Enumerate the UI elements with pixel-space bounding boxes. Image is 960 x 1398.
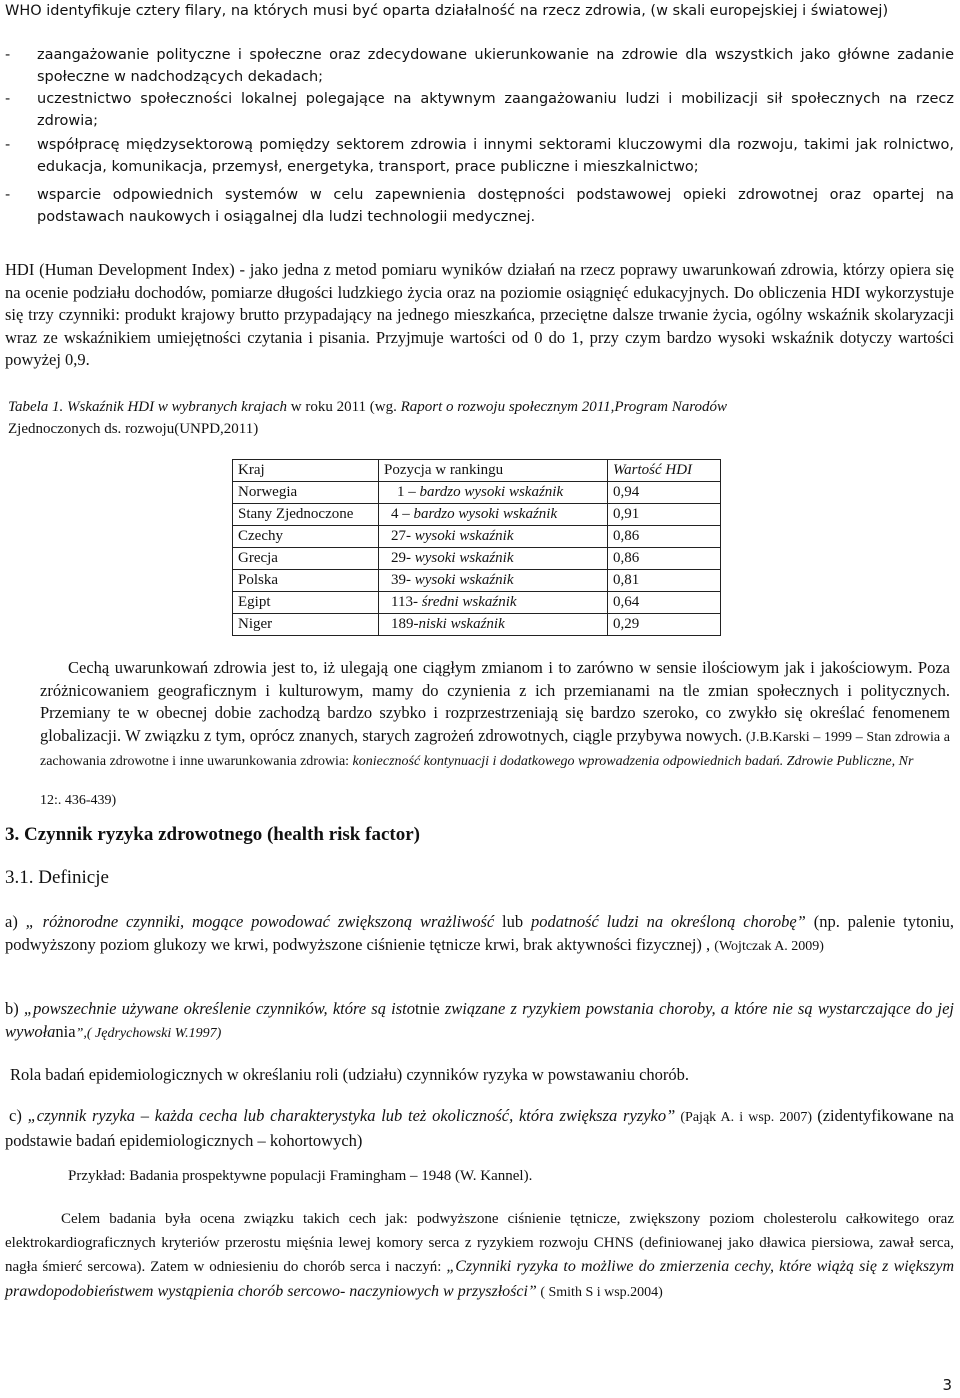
hdi-table (232, 459, 721, 636)
table-row: Grecja 29- wysoki wskaźnik 0,86 (233, 548, 721, 570)
hdi-paragraph: HDI (Human Development Index) - jako jedna z metod pomiaru wyników działań na rzecz poprawy uwarunkowań zdrowia, którzy opiera się na ocenie podziału dochodów, pomiarze długości ludzkiego życia oraz na poziomie osiągnięć edukacyjnych. Do obliczenia HDI wykorzystuje się trzy czynniki: produkt krajowy brutto przypadający na jednego mieszkańca, przeciętne dalsze trwanie życia, ogólny wskaźnik skolaryzacji wraz ze wskaźnikiem umiejętności czytania i pisania. Przyjmuje wartości od 0 do 1, przy czym bardzo wysoki wskaźnik dotyczy wartości powyżej 0,9. (5, 260, 954, 369)
celem-paragraph: Celem badania była ocena związku takich cech jak: podwyższone ciśnienie tętnicze, zwiększony poziom cholesterolu całkowitego oraz elektrokardiograficznych kryteriów przerostu mięśnia lewej komory serca z ryzykiem rozwoju CHNS (definiowanej jako dławica piersiowa, zawał serca, nagła śmierć sercowa). Zatem w odniesieniu do chorób serca i naczyń: „Czynniki ryzyka to możliwe do zmierzenia cechy, które wiążą się z większym prawdopodobieństwem wystąpienia chorób sercowo- naczyniowych w przyszłości” ( Smith S i wsp.2004) (5, 1211, 954, 1300)
who-bullet-4: - wsparcie odpowiednich systemów w celu zapewnienia dostępności podstawowej opieki zdrowotnej oraz opartej na podstawach naukowych i osiągalnej dla ludzi technologii medycznej. (5, 187, 954, 225)
header-hdi: Wartość HDI (608, 460, 721, 482)
header-country: Kraj (233, 460, 379, 482)
who-bullet-2: - uczestnictwo społeczności lokalnej polegające na aktywnym zaangażowaniu ludzi i mobilizacji sił społecznych na rzecz zdrowia; (5, 91, 954, 129)
definition-a: a) „ różnorodne czynniki, mogące powodować zwiększoną wrażliwość lub podatność ludzi na określoną chorobę” (np. palenie tytoniu, podwyższony poziom glukozy we krwi, podwyższone ciśnienie tętnicze krwi, brak aktywności fizycznej) , (Wojtczak A. 2009) (5, 912, 955, 954)
example-line: Przykład: Badania prospektywne populacji Framingham – 1948 (W. Kannel). (68, 1168, 533, 1184)
who-bullet-3: - współpracę międzysektorową pomiędzy sektorem zdrowia i innymi sektorami kluczowymi dla rozwoju, takimi jak rolnictwo, edukacja, komunikacja, przemysł, energetyka, transport, prace publiczne i mieszkalnictwo; (5, 137, 954, 175)
who-bullet-1: - zaangażowanie polityczne i społeczne oraz zdecydowane ukierunkowanie na zdrowie dla wszystkich jako główne zadanie społeczne w nadchodzących dekadach; (5, 47, 954, 85)
cecha-paragraph: Cechą uwarunkowań zdrowia jest to, iż ulegają one ciągłym zmianom i to zarówno w sensie ilościowym jak i jakościowym. Poza zróżnicowaniem geograficznym i kulturowym, mamy do czynienia z ich przemianami na tle zmian społecznych i politycznych. Przemiany te w obecnej dobie zachodzą bardzo szybko i rozprzestrzeniają się bardzo szeroko, co zwykło się określać fenomenem globalizacji. W związku z tym, oprócz znanych, starych zagrożeń zdrowotnych, ciągle przybywa nowych. (J.B.Karski – 1999 – Stan zdrowia a zachowania zdrowotne i inne uwarunkowania zdrowia: konieczność kontynuacji i dodatkowego wprowadzenia odpowiednich badań. Zdrowie Publiczne, Nr (40, 658, 951, 769)
cecha-ref-tail: 12:. 436-439) (40, 793, 117, 808)
table-row: Niger 189-niski wskaźnik 0,29 (233, 614, 721, 636)
table-header-row (233, 460, 721, 482)
section-subheading: 3.1. Definicje (5, 867, 109, 888)
definition-c: c) „czynnik ryzyka – każda cecha lub charakterystyka lub też okoliczność, która zwiększa ryzyko” (Pająk A. i wsp. 2007) (zidentyfikowane na podstawie badań epidemiologicznych – kohortowych) (5, 1106, 954, 1150)
table-caption: Tabela 1. Wskaźnik HDI w wybranych krajach w roku 2011 (wg. Raport o rozwoju społecznym 2011,Program Narodów Zjednoczonych ds. rozwoju(UNPD,2011) (8, 399, 728, 437)
section-heading: 3. Czynnik ryzyka zdrowotnego (health risk factor) (5, 824, 420, 845)
table-row: Norwegia 1 – bardzo wysoki wskaźnik 0,94 (233, 482, 721, 504)
rola-line: Rola badań epidemiologicznych w określaniu roli (udziału) czynników ryzyka w powstawaniu chorób. (10, 1065, 690, 1084)
header-ranking: Pozycja w rankingu (379, 460, 608, 482)
table-row: Egipt 113- średni wskaźnik 0,64 (233, 592, 721, 614)
definition-b: b) „powszechnie używane określenie czynników, które są istotnie związane z ryzykiem powstania choroby, a które nie są wystarczające do jej wywołania”,( Jędrychowski W.1997) (5, 999, 955, 1041)
table-row: Polska 39- wysoki wskaźnik 0,81 (233, 570, 721, 592)
who-intro: WHO identyfikuje cztery filary, na których musi być oparta działalność na rzecz zdrowia, (w skali europejskiej i światowej) (5, 3, 889, 19)
table-row: Czechy 27- wysoki wskaźnik 0,86 (233, 526, 721, 548)
page-number: 3 (942, 1376, 952, 1394)
table-row: Stany Zjednoczone 4 – bardzo wysoki wskaźnik 0,91 (233, 504, 721, 526)
